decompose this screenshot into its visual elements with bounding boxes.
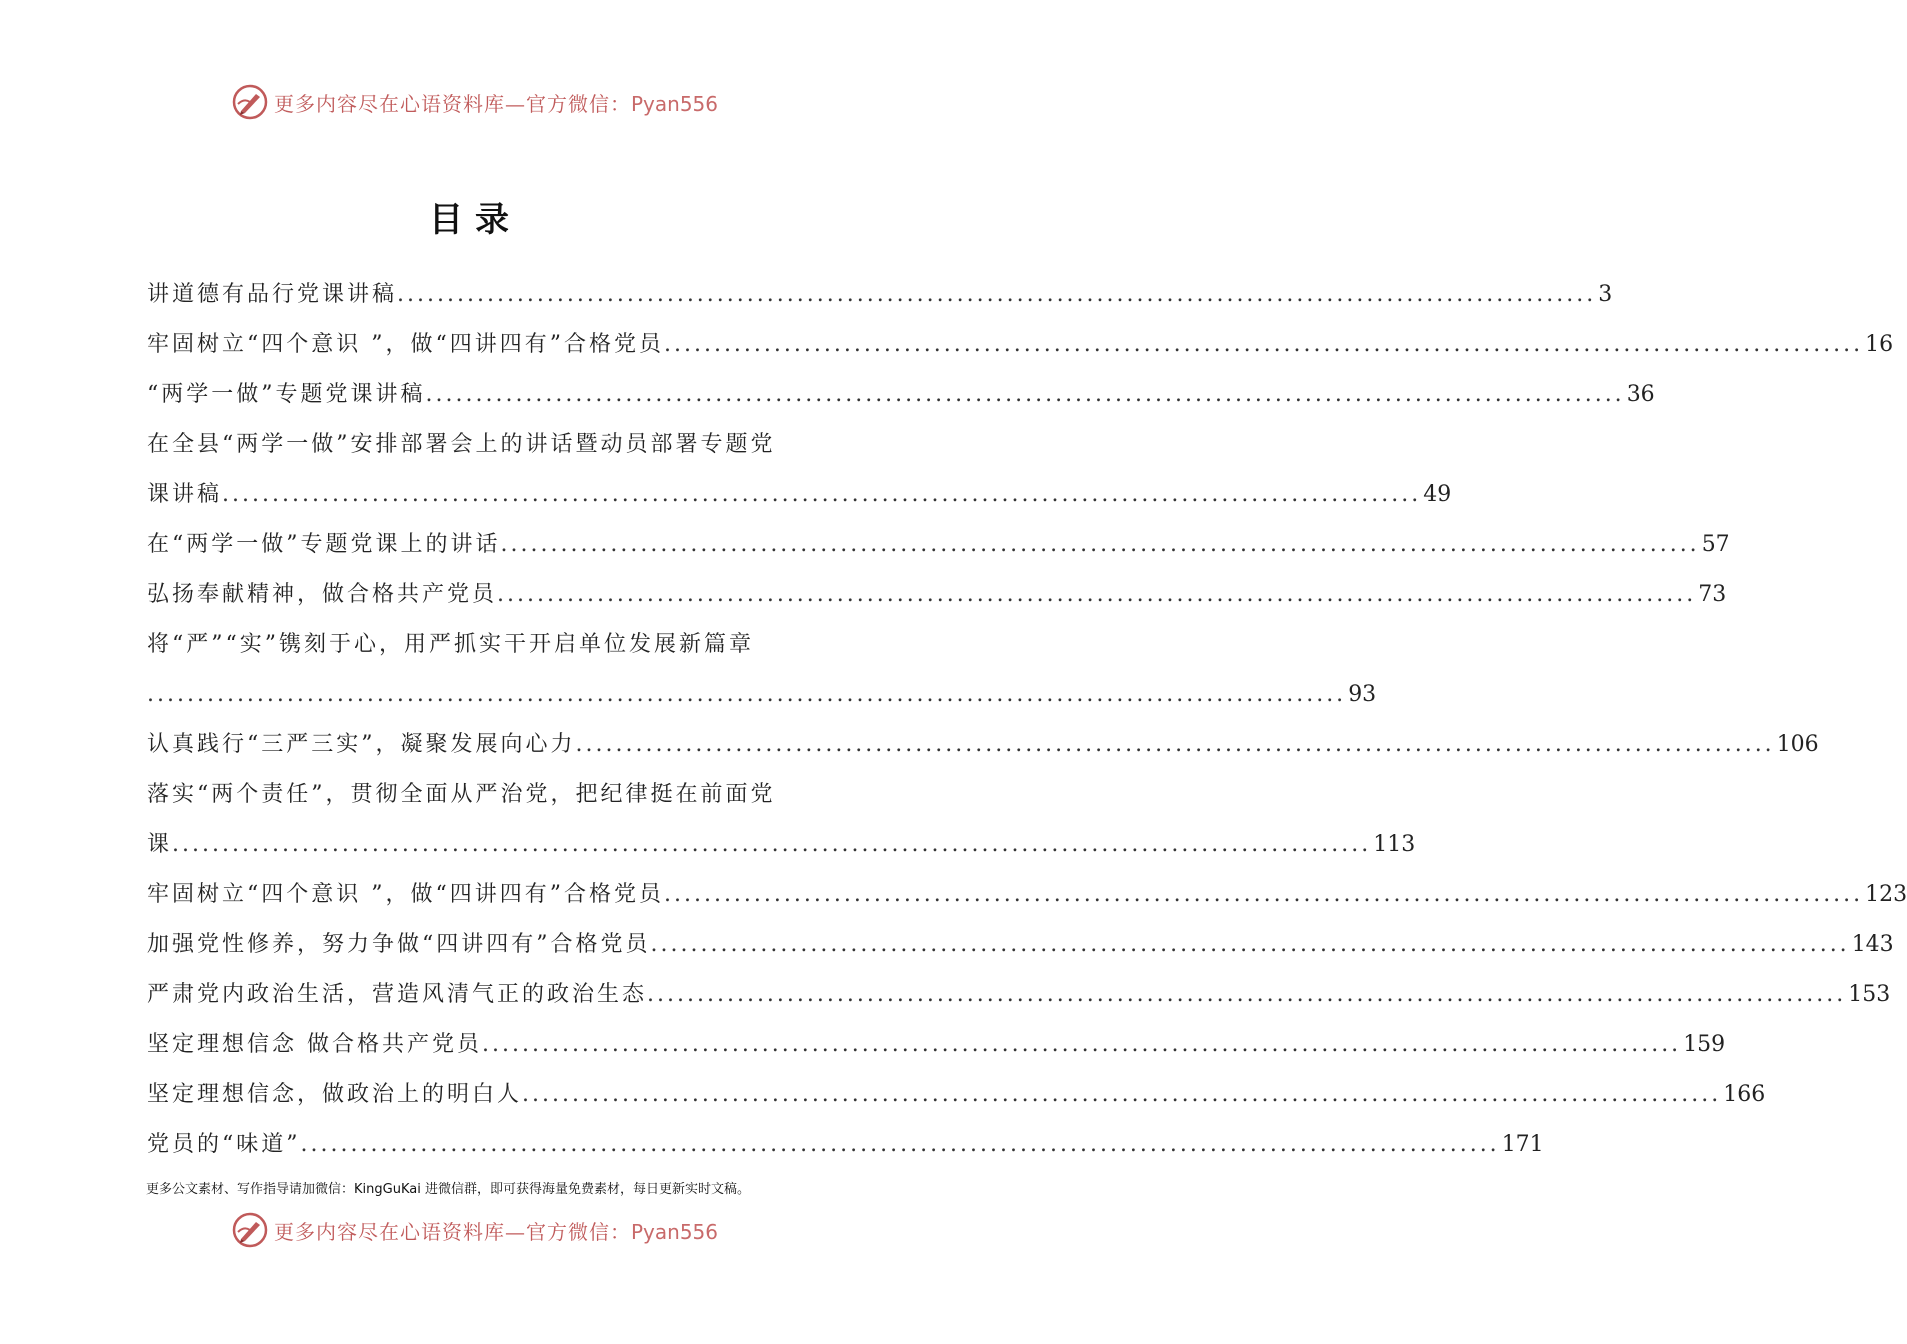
dot-leader: ........................................................................................................................ — [650, 932, 1850, 957]
footnote: 更多公文素材、写作指导请加微信：KingGuKai 进微信群，即可获得海量免费素材，每日更新实时文稿。 — [146, 1182, 750, 1197]
toc-entry-title: 牢固树立“四个意识 ”，做“四讲四有”合格党员 — [147, 332, 664, 357]
toc-entry-row — [147, 1020, 1726, 1070]
header-banner — [0, 80, 950, 124]
banner-wechat-id: Pyan556 — [630, 91, 718, 116]
toc-entry-row — [147, 820, 1416, 870]
page-title: 目录 — [429, 200, 521, 240]
toc-entry-title: 课 — [147, 832, 173, 857]
toc-entry-title: 弘扬奉献精神，做合格共产党员 — [147, 582, 498, 607]
table-of-contents — [147, 270, 1907, 1170]
dot-leader: ........................................................................................................................ — [522, 1082, 1722, 1107]
dot-leader: ........................................................................................................................ — [575, 732, 1775, 757]
toc-entry-title-line1: 落实“两个责任”，贯彻全面从严治党，把纪律挺在前面党 — [147, 782, 776, 807]
toc-entry-page: 123 — [1865, 882, 1907, 907]
banner-wechat-id: Pyan556 — [630, 1219, 718, 1244]
toc-entry-row — [147, 570, 1727, 620]
toc-entry-row — [147, 1070, 1766, 1120]
toc-entry-page: 57 — [1701, 532, 1730, 557]
toc-entry-title: 认真践行“三严三实”，凝聚发展向心力 — [147, 732, 576, 757]
toc-entry-title-line1: 在全县“两学一做”安排部署会上的讲话暨动员部署专题党 — [147, 432, 776, 457]
toc-entry-title: 课讲稿 — [147, 482, 223, 507]
toc-entry-page: 3 — [1598, 282, 1613, 307]
dot-leader: ........................................................................................................................ — [425, 382, 1625, 407]
toc-entry-page: 143 — [1851, 932, 1894, 957]
toc-entry-page: 113 — [1373, 832, 1416, 857]
toc-entry-title: “两学一做”专题党课讲稿 — [147, 382, 426, 407]
dot-leader: ........................................................................................................................ — [222, 482, 1422, 507]
toc-entry-title: 严肃党内政治生活，营造风清气正的政治生态 — [147, 982, 648, 1007]
toc-entry-title: 讲道德有品行党课讲稿 — [147, 282, 398, 307]
toc-entry[interactable] — [147, 620, 1377, 720]
dot-leader: ........................................................................................................................ — [497, 582, 1697, 607]
pen-logo-icon — [232, 1212, 268, 1248]
toc-entry[interactable] — [147, 1020, 1726, 1070]
dot-leader: ........................................................................................................................ — [663, 332, 1864, 357]
toc-entry-title-line1: 将“严”“实”镌刻于心，用严抓实干开启单位发展新篇章 — [147, 632, 754, 657]
dot-leader: ........................................................................................................................ — [147, 682, 1347, 707]
toc-entry-title: 在“两学一做”专题党课上的讲话 — [147, 532, 501, 557]
toc-entry-row — [147, 520, 1730, 570]
toc-entry-row — [147, 370, 1655, 420]
toc-entry-page: 16 — [1865, 332, 1894, 357]
banner-text: 更多内容尽在心语资料库—官方微信：Pyan556 — [273, 1219, 718, 1244]
toc-entry[interactable] — [147, 970, 1891, 1020]
banner-text: 更多内容尽在心语资料库—官方微信：Pyan556 — [273, 91, 718, 116]
toc-entry-row — [147, 920, 1894, 970]
toc-entry[interactable] — [147, 370, 1655, 420]
dot-leader: ........................................................................................................................ — [397, 282, 1597, 307]
footer-banner — [0, 1208, 950, 1252]
toc-entry-page: 49 — [1423, 482, 1452, 507]
toc-entry-row — [147, 1120, 1544, 1170]
toc-entry-row — [147, 670, 1377, 720]
toc-entry-title: 坚定理想信念 做合格共产党员 — [147, 1032, 482, 1057]
toc-entry-title: 加强党性修养，努力争做“四讲四有”合格党员 — [147, 932, 651, 957]
toc-entry-page: 36 — [1626, 382, 1655, 407]
toc-entry[interactable] — [147, 1070, 1766, 1120]
dot-leader: ........................................................................................................................ — [500, 532, 1700, 557]
toc-entry-row — [147, 970, 1891, 1020]
toc-entry-title: 党员的“味道” — [147, 1132, 301, 1157]
toc-entry-page: 171 — [1501, 1132, 1544, 1157]
toc-entry[interactable] — [147, 770, 1416, 870]
dot-leader: ........................................................................................................................ — [482, 1032, 1682, 1057]
dot-leader: ........................................................................................................................ — [647, 982, 1847, 1007]
toc-entry-row — [147, 470, 1452, 520]
toc-entry[interactable] — [147, 720, 1819, 770]
toc-entry[interactable] — [147, 570, 1727, 620]
toc-entry-page: 166 — [1723, 1082, 1766, 1107]
toc-entry[interactable] — [147, 1120, 1544, 1170]
toc-entry-row — [147, 270, 1613, 320]
toc-entry-page: 159 — [1683, 1032, 1726, 1057]
toc-entry-title: 坚定理想信念，做政治上的明白人 — [147, 1082, 523, 1107]
toc-entry-page: 106 — [1776, 732, 1819, 757]
toc-entry-page: 73 — [1698, 582, 1727, 607]
toc-entry[interactable] — [147, 320, 1894, 370]
toc-entry-title: 牢固树立“四个意识 ”，做“四讲四有”合格党员 — [147, 882, 664, 907]
toc-entry[interactable] — [147, 420, 1452, 520]
pen-logo-icon — [232, 84, 268, 120]
toc-entry-page: 93 — [1348, 682, 1377, 707]
dot-leader: ........................................................................................................................ — [172, 832, 1372, 857]
toc-entry-page: 153 — [1848, 982, 1891, 1007]
toc-entry[interactable] — [147, 920, 1894, 970]
toc-entry-row — [147, 320, 1894, 370]
toc-entry-row — [147, 720, 1819, 770]
toc-entry[interactable] — [147, 270, 1613, 320]
toc-entry[interactable] — [147, 870, 1907, 920]
dot-leader: ........................................................................................................................ — [663, 882, 1864, 907]
toc-entry-row — [147, 870, 1907, 920]
toc-entry[interactable] — [147, 520, 1730, 570]
dot-leader: ........................................................................................................................ — [300, 1132, 1500, 1157]
